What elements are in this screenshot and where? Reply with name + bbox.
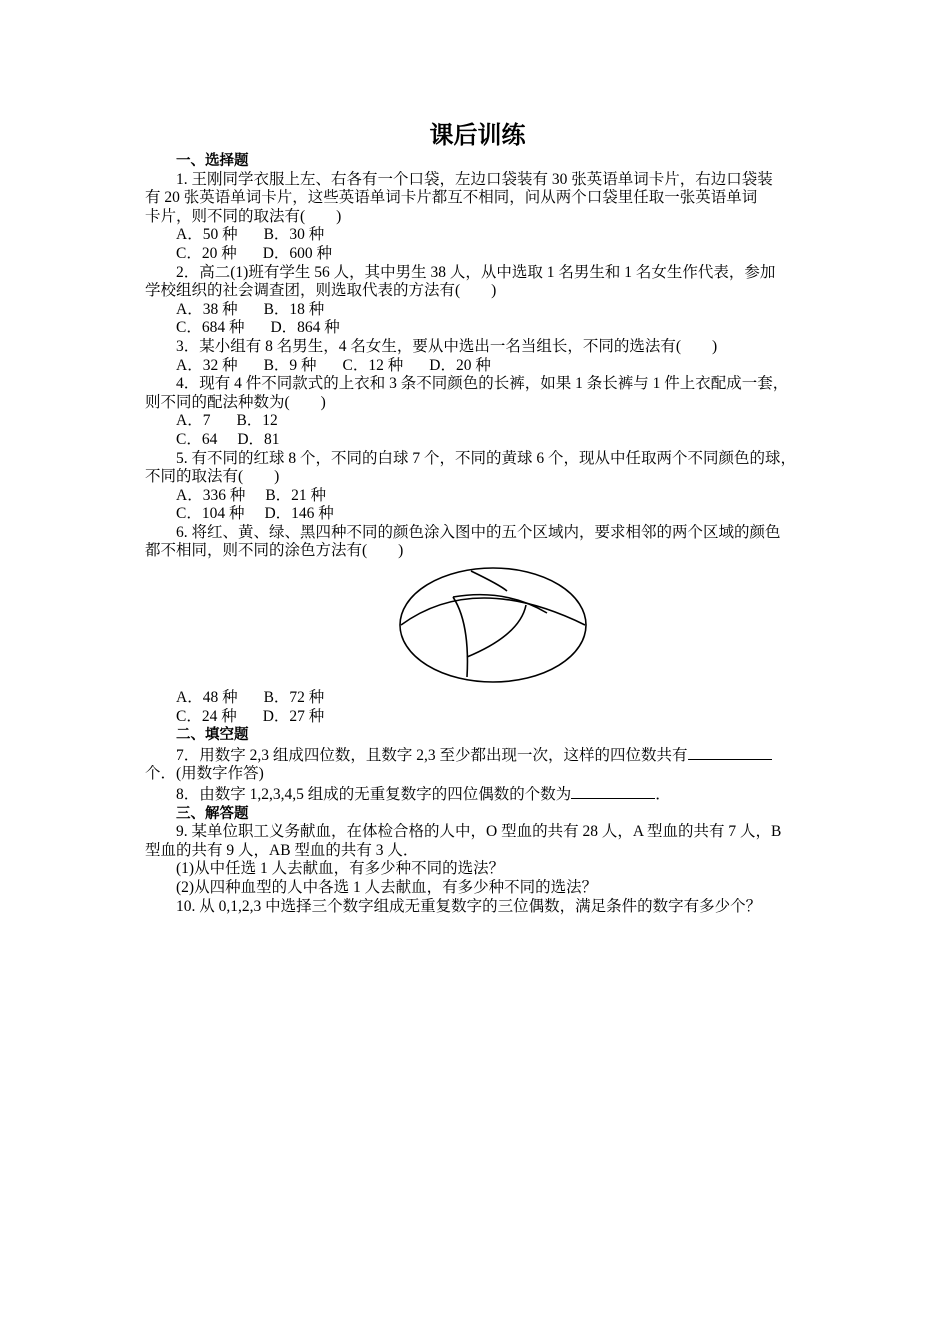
option-b: B．72 种 <box>263 689 325 707</box>
option-a: A．38 种 <box>176 300 238 318</box>
section-choice-heading: 一、选择题 <box>176 153 249 169</box>
ellipse-regions-diagram <box>395 563 591 687</box>
option-b: B．21 种 <box>265 486 327 504</box>
option-b: B．30 种 <box>263 226 325 244</box>
options-row <box>145 357 810 376</box>
option-d: D．864 种 <box>270 319 340 337</box>
question-5 <box>145 450 810 524</box>
option-c: C．104 种 <box>176 505 245 523</box>
option-a: A．32 种 <box>176 356 238 374</box>
question-text: 型血的共有 9 人，AB 型血的共有 3 人． <box>145 841 419 859</box>
question-10 <box>145 898 810 917</box>
region-divider-left-curve <box>453 597 467 677</box>
question-6 <box>145 524 810 726</box>
question-2 <box>145 264 810 338</box>
question-4 <box>145 375 810 449</box>
option-d: D．600 种 <box>262 244 333 262</box>
question-1 <box>145 171 810 264</box>
options-row <box>145 689 810 708</box>
option-b: B．9 种 <box>263 356 317 374</box>
option-c: C．684 种 <box>176 319 245 337</box>
question-text: 9. 某单位职工义务献血，在体检合格的人中，O 型血的共有 28 人，A 型血的共有 7 人，B <box>176 823 782 841</box>
options-row <box>145 301 810 320</box>
region-divider-inner-arc <box>453 595 547 613</box>
page-title: 课后训练 <box>429 121 526 149</box>
options-row <box>145 412 810 431</box>
question-text-part: 7．用数字 2,3 组成四位数，且数字 2,3 至少都出现一次，这样的四位数共有 <box>176 746 688 764</box>
question-text: 则不同的配法种数为( ) <box>145 393 326 411</box>
region-figure <box>145 563 810 689</box>
question-7 <box>145 745 810 784</box>
question-text: 卡片，则不同的取法有( ) <box>145 207 342 225</box>
question-text: 2．高二(1)班有学生 56 人，其中男生 38 人，从中选取 1 名男生和 1 名女生作代表，参加 <box>176 263 776 281</box>
option-d: D．146 种 <box>264 505 334 523</box>
options-row <box>145 245 810 264</box>
option-d: D．27 种 <box>262 707 325 725</box>
options-row <box>145 319 810 338</box>
options-row <box>145 505 810 524</box>
option-c: C．64 <box>176 430 218 448</box>
question-text: 都不相同，则不同的涂色方法有( ) <box>145 542 404 560</box>
option-d: D．20 种 <box>429 356 491 374</box>
sub-question-2: (2)从四种血型的人中各选 1 人去献血，有多少种不同的选法？ <box>176 879 598 896</box>
options-row <box>145 708 810 727</box>
option-c: C．24 种 <box>176 707 237 725</box>
option-a: A．336 种 <box>176 486 246 504</box>
section-fill-heading: 二、填空题 <box>176 727 249 744</box>
question-9 <box>145 823 810 897</box>
question-text-part: ． <box>655 786 671 804</box>
question-8 <box>145 784 810 805</box>
option-c: C．20 种 <box>176 244 237 262</box>
question-text: 5. 有不同的红球 8 个，不同的白球 7 个，不同的黄球 6 个，现从中任取两个不同颜色的球， <box>176 449 797 467</box>
options-row <box>145 226 810 245</box>
option-a: A．50 种 <box>176 226 238 244</box>
question-text: 3．某小组有 8 名男生，4 名女生，要从中选出一名当组长，不同的选法有( ) <box>176 337 718 355</box>
question-text <box>145 784 810 805</box>
question-text: 4．现有 4 件不同款式的上衣和 3 条不同颜色的长裤，如果 1 条长裤与 1 件上衣配成一套， <box>176 375 789 393</box>
option-a: A．48 种 <box>176 689 238 707</box>
question-3 <box>145 338 810 375</box>
section-answer-heading: 三、解答题 <box>176 805 249 822</box>
question-text: 不同的取法有( ) <box>145 468 280 486</box>
question-text: 个．(用数字作答) <box>145 765 264 783</box>
answer-blank[interactable] <box>571 784 655 799</box>
region-divider-top-curve <box>471 571 507 591</box>
question-text: 10. 从 0,1,2,3 中选择三个数字组成无重复数字的三位偶数，满足条件的数字有多少个？ <box>176 897 762 915</box>
option-a: A．7 <box>176 412 211 430</box>
answer-blank[interactable] <box>688 745 772 760</box>
sub-question-1: (1)从中任选 1 人去献血，有多少种不同的选法？ <box>176 860 505 878</box>
question-text: 学校组织的社会调查团，则选取代表的方法有( ) <box>145 282 497 300</box>
question-text <box>145 745 810 766</box>
options-row <box>145 431 810 450</box>
worksheet <box>145 118 810 916</box>
options-row <box>145 487 810 506</box>
outer-ellipse <box>400 568 586 682</box>
option-b: B．18 种 <box>263 300 325 318</box>
region-divider-right-curve <box>467 605 526 657</box>
option-b: B．12 <box>236 412 278 430</box>
question-text-part: 8．由数字 1,2,3,4,5 组成的无重复数字的四位偶数的个数为 <box>176 786 572 804</box>
question-text: 有 20 张英语单词卡片，这些英语单词卡片都互不相同，问从两个口袋里任取一张英语单词 <box>145 189 758 207</box>
option-d: D．81 <box>237 430 280 448</box>
region-divider-outer-arc <box>401 598 585 625</box>
question-text: 6. 将红、黄、绿、黑四种不同的颜色涂入图中的五个区域内，要求相邻的两个区域的颜色 <box>176 523 781 541</box>
option-c: C．12 种 <box>342 356 404 374</box>
question-text: 1. 王刚同学衣服上左、右各有一个口袋，左边口袋装有 30 张英语单词卡片，右边口袋装 <box>176 170 773 188</box>
